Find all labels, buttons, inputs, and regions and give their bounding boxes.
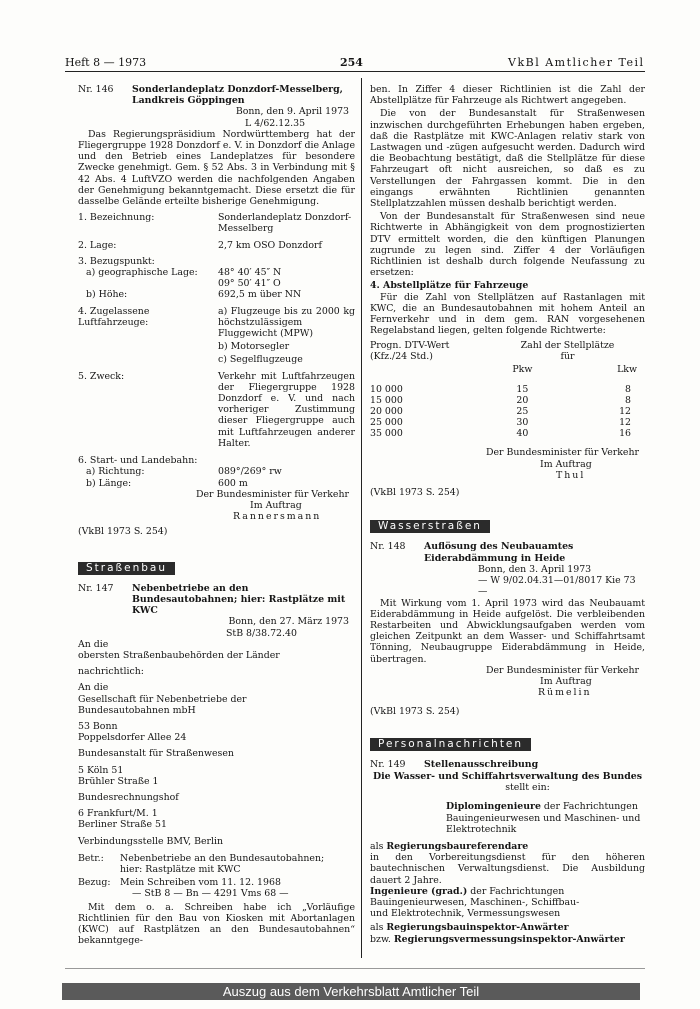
banner-personal-wrap <box>370 738 645 751</box>
table-header-lkw: Lkw <box>617 364 637 376</box>
n147-body-5: Für die Zahl von Stellplätzen auf Rastanlagen mit KWC, die an Bundesautobahnen mit hohem Anteil an Fernverkehr und in dem gem. RAN vorgesehenen Regelabstand liegen, gelten folgende Richtwerte: <box>370 291 645 337</box>
n146-body: Das Regierungspräsidium Nordwürttemberg hat der Fliegergruppe 1928 Donzdorf e. V. in Donzdorf die Anlage und den Betrieb eines Landeplatzes für besondere Zwecke genehmigt. Gem. § 52 Abs. 3 in Verbindung mit § 42 Abs. 4 LuftVZO werden die nachfolgenden Angaben der Genehmigung bekanntgemacht. Diese ersetzt die für dasselbe Gelände erteilte bisherige Genehmigung. <box>78 128 355 208</box>
banner-wasser-wrap <box>370 520 645 533</box>
footer-banner: Auszug aus dem Verkehrsblatt Amtlicher Teil <box>62 983 640 1000</box>
n146-field-6b: b) Länge: 600 m <box>86 477 248 489</box>
n149-line-2: stellt ein: <box>505 782 550 794</box>
n147-citation: (VkBl 1973 S. 254) <box>370 487 460 499</box>
n146-heading <box>78 84 355 106</box>
table-row: 25 000 30 12 <box>370 417 631 429</box>
n147-addr-15: Verbindungsstelle BMV, Berlin <box>78 835 224 847</box>
header-rule <box>65 71 645 72</box>
n149-line-9: Bauingenieurwesen, Maschinen-, Schiffbau- <box>370 896 580 908</box>
n147-addr-4: An die <box>78 682 109 694</box>
n149-line-3: Diplomingenieure der Fachrichtungen <box>446 801 638 813</box>
n146-field-2: 2. Lage: 2,7 km OSO Donzdorf <box>78 239 322 251</box>
table-row: 35 000 40 16 <box>370 428 631 440</box>
n147-subject: Betr.: Nebenbetriebe an den Bundesautobahnen; hier: Rastplätze mit KWC <box>78 852 325 875</box>
n146-field-1: 1. Bezeichnung: Sonderlandeplatz Donzdorf-Messelberg <box>78 212 352 235</box>
n147-body-4: Von der Bundesanstalt für Straßenwesen sind neue Richtwerte in Abhängigkeit von dem prognostizierten DTV ermittelt worden, die den künftigen Planungen zugrunde zu legen sind. Ziffer 4 der Vorläufigen Richtlinien ist deshalb durch folgende Neufassung zu ersetzen: <box>370 211 645 279</box>
n146-date: Bonn, den 9. April 1973 <box>235 106 349 118</box>
left-column <box>78 84 355 946</box>
header-issue: Heft 8 — 1973 <box>65 56 147 69</box>
n147-addr-14: Berliner Straße 51 <box>78 819 167 831</box>
n147-addr-10: 5 Köln 51 <box>78 764 124 776</box>
n147-signature-order: Im Auftrag <box>540 458 592 470</box>
n147-number: Nr. 147 <box>78 582 114 594</box>
n147-reference: Bezug: Mein Schreiben vom 11. 12. 1968 — StB 8 — Bn — 4291 Vms 68 — <box>78 877 289 900</box>
table-header-dtv: Progn. DTV-Wert (Kfz./24 Std.) <box>370 340 450 363</box>
n147-addr-2: obersten Straßenbaubehörden der Länder <box>78 649 280 661</box>
n146-field-4: 4. Zugelassene Luftfahrzeuge: a) Flugzeuge bis zu 2000 kg höchstzulässigem Fluggewicht (MPW) b) Motorsegler c) Segelflugzeuge <box>78 305 355 366</box>
n149-line-7: in den Vorbereitungsdienst für den höheren bautechnischen Verwaltungsdienst. Die Ausbildung dauert 2 Jahre. <box>370 852 645 886</box>
n149-heading <box>370 759 645 770</box>
section-banner-strassenbau: Straßenbau <box>78 562 175 575</box>
n146-field-5: 5. Zweck: Verkehr mit Luftfahrzeugen der Fliegergruppe 1928 Donzdorf e. V. und nach vorheriger Zustimmung dieser Fliegergruppe auch mit Luftfahrzeugen anderer Halter. <box>78 370 355 449</box>
n147-body-1: Mit dem o. a. Schreiben habe ich „Vorläufige Richtlinien für den Bau von Kiosken mit Abortanlagen (KWC) auf Rastplätzen an den Bundesautobahnen“ bekanntgege- <box>78 901 355 947</box>
n149-line-6: als Regierungsbaureferendare <box>370 840 529 852</box>
banner-strassenbau-wrap <box>78 562 355 575</box>
n147-body-3: Die von der Bundesanstalt für Straßenwesen inzwischen durchgeführten Erhebungen haben ergeben, daß die Rastplätze mit KWC-Anlagen relativ stark von Lastwagen und -zügen aufgesucht werden. Dadurch wird die Beobachtung bestätigt, daß die Stellplätze für diese Fahrzeugart oft nicht ausreichen, so daß es zu Verstellungen der Fahrgassen kommt. Die in den eingangs erwähnten Richtlinien genannten Stellplatzzahlen müssen deshalb berichtigt werden. <box>370 108 645 210</box>
n148-title: Auflösung des Neubauamtes Eiderabdämmung in Heide <box>424 541 574 564</box>
n147-addr-8: Poppelsdorfer Allee 24 <box>78 732 187 744</box>
n147-addr-9: Bundesanstalt für Straßenwesen <box>78 748 234 760</box>
table-row: 10 000 15 8 <box>370 384 631 396</box>
table-row: 15 000 20 8 <box>370 395 631 407</box>
n147-addr-6: Bundesautobahnen mbH <box>78 704 196 716</box>
n146-field-3b: b) Höhe: 692,5 m über NN <box>86 289 302 301</box>
n149-title: Stellenausschreibung <box>424 758 539 770</box>
n147-ref: StB 8/38.72.40 <box>226 627 297 639</box>
n146-field-6: 6. Start- und Landebahn: <box>78 455 198 467</box>
n146-number: Nr. 146 <box>78 84 114 95</box>
n147-addr-3: nachrichtlich: <box>78 666 144 678</box>
n147-table <box>370 340 645 439</box>
n148-signature-authority: Der Bundesminister für Verkehr <box>485 664 639 676</box>
n147-addr-11: Brühler Straße 1 <box>78 775 159 787</box>
n146-field-6a: a) Richtung: 089°/269° rw <box>86 466 282 478</box>
column-divider <box>361 78 362 958</box>
n146-field-3: 3. Bezugspunkt: <box>78 255 155 267</box>
header-journal: VkBl Amtlicher Teil <box>508 56 645 69</box>
n148-heading <box>370 541 645 563</box>
n148-number: Nr. 148 <box>370 541 406 553</box>
n146-signature-name: Rannersmann <box>233 511 322 523</box>
table-header-pkw: Pkw <box>512 364 533 376</box>
n148-signature-name: Rümelin <box>538 687 592 699</box>
n149-line-8: Ingenieure (grad.) der Fachrichtungen <box>370 885 565 897</box>
n146-citation: (VkBl 1973 S. 254) <box>78 526 168 538</box>
n147-signature-name: Thul <box>556 469 586 481</box>
n146-title: Sonderlandeplatz Donzdorf-Messelberg, Landkreis Göppingen <box>132 84 343 107</box>
n147-addr-12: Bundesrechnungshof <box>78 791 179 803</box>
n146-field-3a: a) geographische Lage: 48° 40′ 45″ N 09° 50′ 41″ O <box>86 267 282 290</box>
page-number: 254 <box>340 56 363 69</box>
table-row: 20 000 25 12 <box>370 406 631 418</box>
n147-addr-1: An die <box>78 638 109 650</box>
section-banner-personalnachrichten: Personalnachrichten <box>370 738 531 751</box>
n147-heading <box>78 583 355 617</box>
n149-number: Nr. 149 <box>370 758 406 770</box>
n148-citation: (VkBl 1973 S. 254) <box>370 706 460 718</box>
n146-ref: L 4/62.12.35 <box>245 117 306 129</box>
n147-signature-authority: Der Bundesminister für Verkehr <box>485 447 639 459</box>
n149-line-12: bzw. Regierungsvermessungsinspektor-Anwärter <box>370 933 625 945</box>
n147-date: Bonn, den 27. März 1973 <box>228 616 349 628</box>
n149-line-1: Die Wasser- und Schiffahrtsverwaltung des Bundes <box>372 770 643 782</box>
n147-body-2: ben. In Ziffer 4 dieser Richtlinien ist die Zahl der Abstellplätze für Fahrzeuge als Richtwert angegeben. <box>370 84 645 107</box>
table-header-stellplaetze: Zahl der Stellplätze für <box>520 340 615 363</box>
n148-signature-order: Im Auftrag <box>540 675 592 687</box>
n149-line-4: Bauingenieurwesen und Maschinen- und <box>446 812 641 824</box>
n147-addr-7: 53 Bonn <box>78 720 118 732</box>
n147-addr-13: 6 Frankfurt/M. 1 <box>78 808 158 820</box>
n149-line-10: und Elektrotechnik, Vermessungswesen <box>370 908 561 920</box>
right-column <box>370 84 645 945</box>
n148-body: Mit Wirkung vom 1. April 1973 wird das Neubauamt Eiderabdämmung in Heide aufgelöst. Die verbleibenden Restarbeiten und Abwicklungsaufgaben werden vom gleichen Zeitpunkt an dem Wasser- und Schiffahrtsamt Tönning, Neubaugruppe Eiderabdämmung in Heide, übertragen. <box>370 597 645 665</box>
n147-title: Nebenbetriebe an den Bundesautobahnen; hier: Rastplätze mit KWC <box>132 582 346 617</box>
section-banner-wasserstrassen: Wasserstraßen <box>370 520 490 533</box>
n148-date: Bonn, den 3. April 1973 <box>478 563 592 575</box>
n149-line-11: als Regierungsbauinspektor-Anwärter <box>370 922 569 934</box>
n148-ref: — W 9/02.04.31—01/8017 Kie 73 — <box>478 575 636 598</box>
n147-addr-5: Gesellschaft für Nebenbetriebe der <box>78 693 247 705</box>
n149-line-5: Elektrotechnik <box>446 823 517 835</box>
n146-signature-authority: Der Bundesminister für Verkehr <box>195 488 349 500</box>
n146-signature-order: Im Auftrag <box>250 499 302 511</box>
footer-rule <box>65 968 645 969</box>
n147-section-heading: 4. Abstellplätze für Fahrzeuge <box>370 280 529 292</box>
